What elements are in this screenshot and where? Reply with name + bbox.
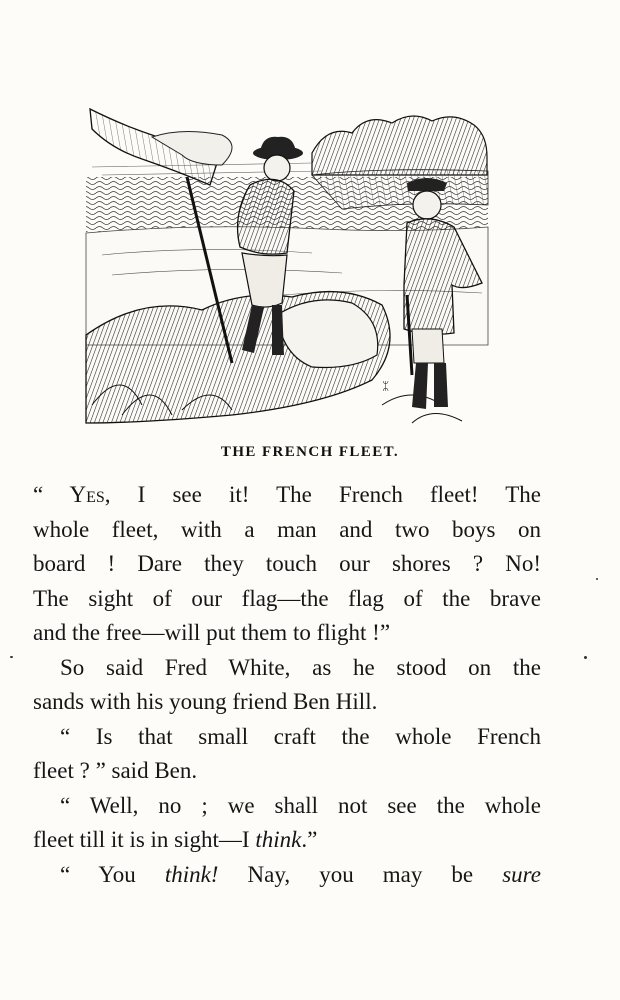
text-line: “ Well, no ; we shall not see the whole (60, 792, 541, 818)
print-speck (10, 656, 13, 658)
story-text (33, 478, 541, 892)
text-line: board ! Dare they touch our shores ? No! (33, 551, 541, 576)
text-line: sands with his young friend Ben Hill. (33, 689, 378, 714)
text-line: whole fleet, with a man and two boys on (33, 516, 541, 542)
text-line: “ Is that small craft the whole French (60, 723, 541, 749)
text-line: and the free—will put them to flight !” (33, 620, 391, 645)
artist-signature: ᛯ (382, 379, 390, 393)
print-speck (584, 656, 587, 659)
text-line: So said Fred White, as he stood on the (60, 654, 541, 680)
illustration-caption: THE FRENCH FLEET. (220, 444, 400, 460)
text-line: fleet ? ” said Ben. (33, 758, 198, 783)
text-line: The sight of our flag—the flag of the brave (33, 585, 541, 611)
print-speck (596, 578, 598, 580)
text-line: “ You think! Nay, you may be sure (60, 861, 541, 887)
engraving-illustration (82, 105, 492, 435)
text-line: fleet till it is in sight—I think.” (33, 827, 318, 852)
text-line: “ Yes, I see it! The French fleet! The (33, 482, 541, 507)
distant-trees (312, 116, 487, 175)
